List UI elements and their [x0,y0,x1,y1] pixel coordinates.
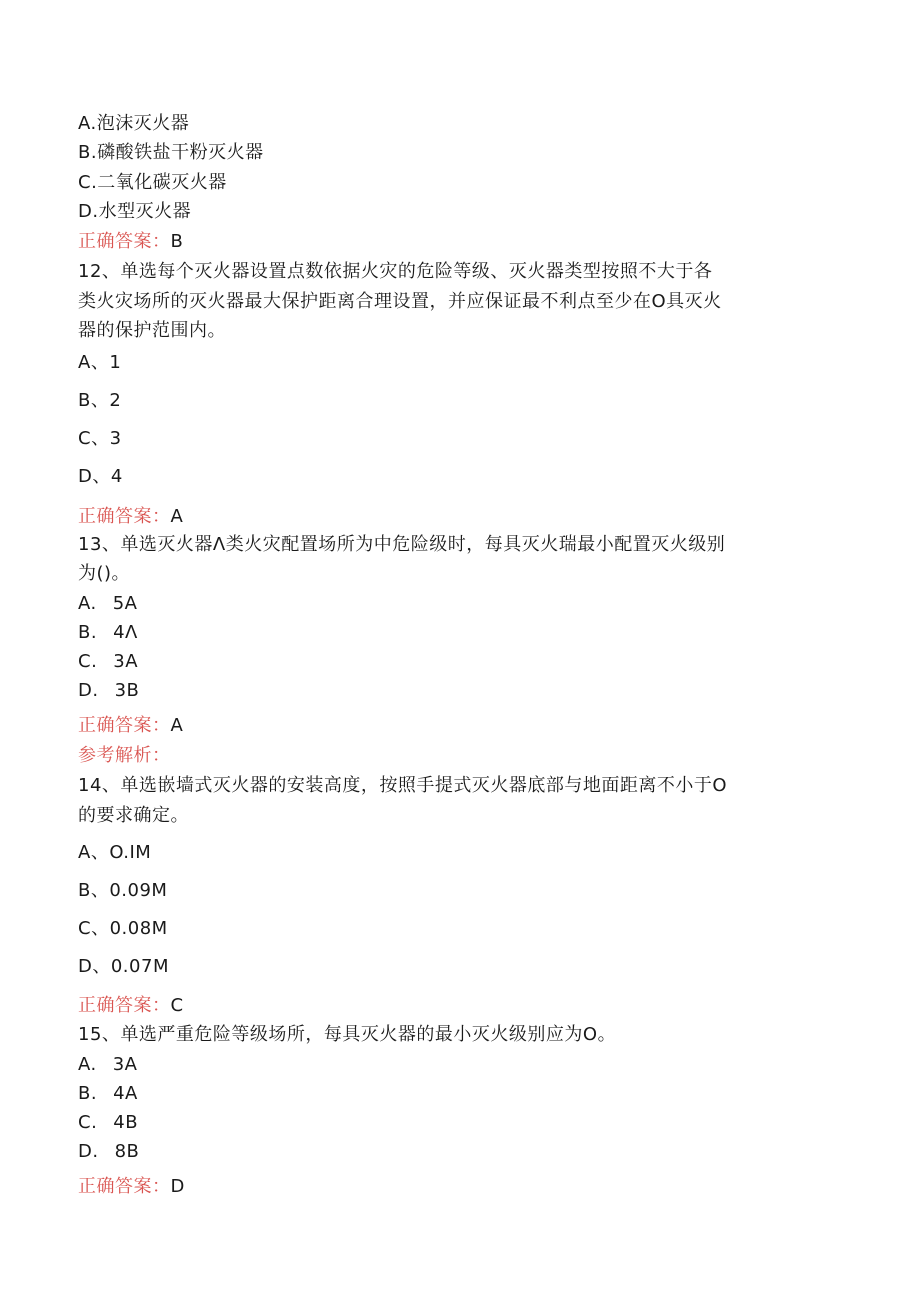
option-text: 3A [112,1054,138,1075]
q15-option-a [78,1052,137,1078]
option-text: 3A [113,651,139,672]
option-letter: A. [78,593,97,614]
q13-answer-line [78,713,183,739]
option-text: 5A [112,593,138,614]
q13-option-a [78,591,137,617]
q13-analysis-label: 参考解析： [78,745,171,766]
q15-option-b [78,1081,138,1107]
q13-option-b [78,620,138,646]
q12-answer-line [78,504,183,530]
answer-label: 正确答案： [78,1176,171,1197]
q13-option-c [78,649,138,675]
option-letter: A. [78,1054,97,1075]
q14-option-b: B、0.09M [78,880,168,901]
question-13-line-2: 为()。 [78,563,131,584]
answer-value: B [170,231,184,252]
question-12-line-1: 12、单选每个灭火器设置点数依据火灾的危险等级、灭火器类型按照不大于各 [78,261,713,282]
option-letter: D. [78,1141,99,1162]
question-14-line-2: 的要求确定。 [78,805,189,826]
answer-value: D [170,1176,185,1197]
question-13-line-1: 13、单选灭火器Λ类火灾配置场所为中危险级时，每具灭火瑞最小配置灭火级别 [78,534,726,555]
q14-option-a: A、O.IM [78,842,152,863]
option-letter: C. [78,651,98,672]
q12-option-d: D、4 [78,466,123,487]
q12-option-c: C、3 [78,428,122,449]
option-b: B.磷酸铁盐干粉灭火器 [78,142,264,163]
q12-option-a: A、1 [78,352,122,373]
option-text: 8B [114,1141,140,1162]
question-12-line-2: 类火灾场所的灭火器最大保护距离合理设置，并应保证最不利点至少在O具灭火 [78,291,722,312]
answer-label: 正确答案： [78,715,171,736]
option-letter: D. [78,680,99,701]
q12-option-b: B、2 [78,390,122,411]
answer-label: 正确答案： [78,506,171,527]
answer-value: C [170,995,184,1016]
answer-label: 正确答案： [78,995,171,1016]
answer-value: A [170,715,184,736]
q14-option-c: C、0.08M [78,918,168,939]
q15-option-c [78,1110,138,1136]
q14-option-d: D、0.07M [78,956,169,977]
option-text: 4B [113,1112,139,1133]
answer-line [78,229,183,255]
option-letter: C. [78,1112,98,1133]
option-letter: B. [78,622,98,643]
option-letter: B. [78,1083,98,1104]
option-text: 4A [113,1083,138,1104]
option-text: 4Λ [113,622,138,643]
question-12-line-3: 器的保护范围内。 [78,320,226,341]
answer-label: 正确答案： [78,231,171,252]
option-a: A.泡沫灭火器 [78,113,190,134]
q15-option-d [78,1139,139,1165]
option-text: 3B [114,680,140,701]
option-c: C.二氧化碳灭火器 [78,172,227,193]
option-d: D.水型灭火器 [78,201,192,222]
q15-answer-line [78,1174,185,1200]
q14-answer-line [78,993,184,1019]
question-14-line-1: 14、单选嵌墙式灭火器的安装高度，按照手提式灭火器底部与地面距离不小于O [78,775,728,796]
question-15-line-1: 15、单选严重危险等级场所，每具灭火器的最小灭火级别应为O。 [78,1024,617,1045]
q13-option-d [78,678,139,704]
answer-value: A [170,506,184,527]
